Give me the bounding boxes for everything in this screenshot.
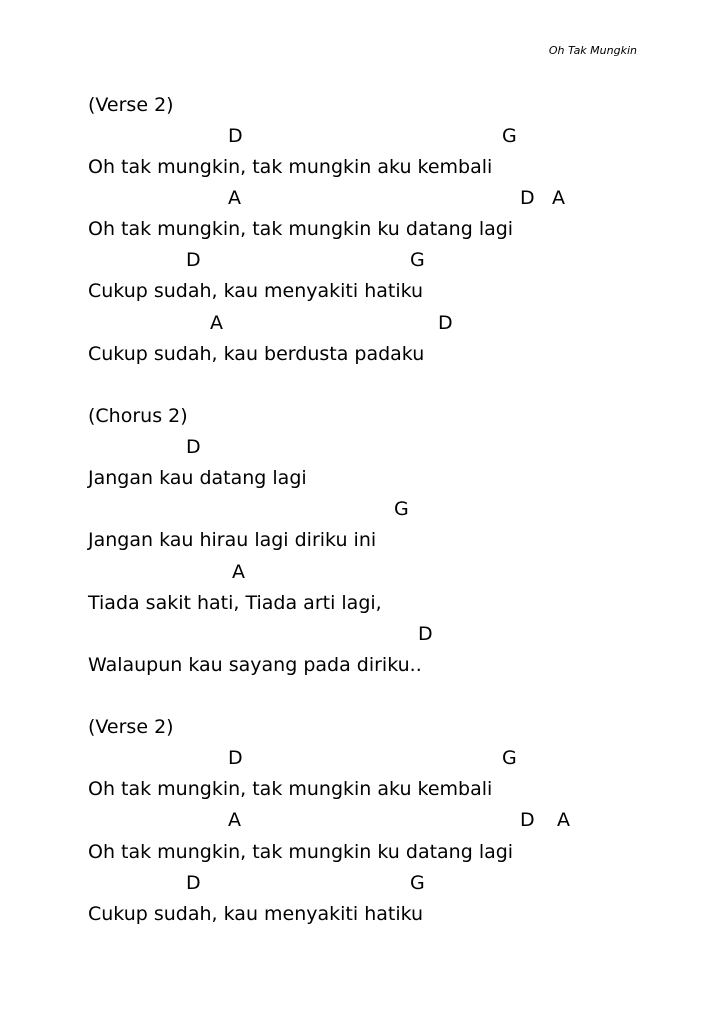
lyric-line: Cukup sudah, kau menyakiti hatiku [88, 903, 424, 925]
chord: G [502, 747, 517, 769]
lyric-line: Jangan kau hirau lagi diriku ini [88, 529, 377, 551]
lyric-line: Walaupun kau sayang pada diriku.. [88, 654, 422, 676]
chord: A [557, 809, 570, 831]
lyric-line: Oh tak mungkin, tak mungkin ku datang lagi [88, 218, 514, 240]
lyric-line: Jangan kau datang lagi [88, 467, 307, 489]
lyric-line: Tiada sakit hati, Tiada arti lagi, [88, 592, 382, 614]
lyric-line: Oh tak mungkin, tak mungkin aku kembali [88, 778, 493, 800]
section-label: (Verse 2) [88, 716, 174, 738]
chord: D [418, 623, 433, 645]
section-label: (Verse 2) [88, 94, 174, 116]
header-title: Oh Tak Mungkin [548, 44, 637, 57]
lyric-line: Oh tak mungkin, tak mungkin ku datang lagi [88, 841, 514, 863]
chord: D [186, 249, 201, 271]
chord: G [394, 498, 409, 520]
lyric-line: Oh tak mungkin, tak mungkin aku kembali [88, 156, 493, 178]
chord: D [186, 436, 201, 458]
chord: D [438, 312, 453, 334]
section-label: (Chorus 2) [88, 405, 188, 427]
chord: D [228, 747, 243, 769]
lyric-line: Cukup sudah, kau berdusta padaku [88, 343, 425, 365]
chord: D [186, 872, 201, 894]
chord: D [520, 187, 535, 209]
chord: D [520, 809, 535, 831]
chord: D [228, 125, 243, 147]
chord: A [232, 561, 245, 583]
chord: G [502, 125, 517, 147]
chord: G [410, 872, 425, 894]
chord: A [228, 187, 241, 209]
chord: A [228, 809, 241, 831]
chord: G [410, 249, 425, 271]
chord: A [210, 312, 223, 334]
chord: A [552, 187, 565, 209]
lyric-line: Cukup sudah, kau menyakiti hatiku [88, 280, 424, 302]
